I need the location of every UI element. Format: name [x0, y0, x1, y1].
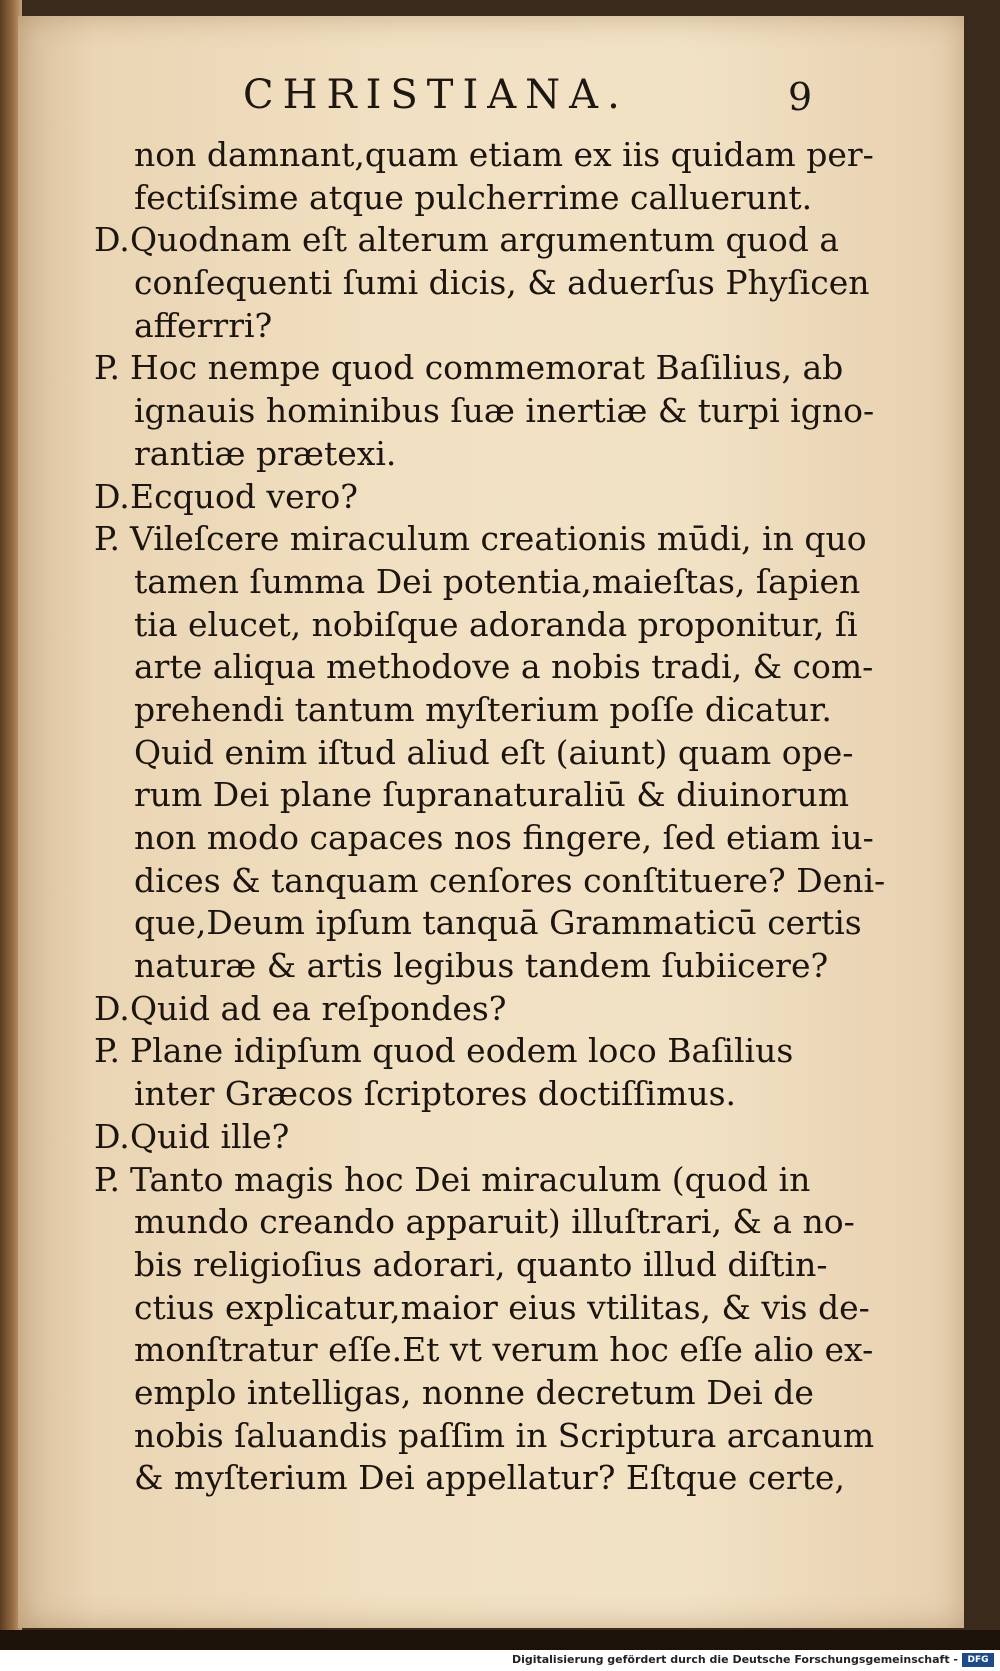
- line-text: ctius explicatur,maior eius vtilitas, & vis de-: [134, 1287, 870, 1327]
- line-text: non damnant,quam etiam ex iis quidam per-: [134, 135, 874, 174]
- text-line: [18, 945, 964, 988]
- text-line: [18, 774, 964, 817]
- line-text: inter Græcos ſcriptores doctiſſimus.: [134, 1074, 737, 1114]
- line-text: prehendi tantum myſterium poſſe dicatur.: [134, 689, 832, 729]
- line-text: nobis ſaluandis paſſim in Scriptura arcanum: [134, 1415, 875, 1455]
- text-line: [18, 134, 964, 177]
- speaker-marker: D.: [94, 988, 130, 1028]
- text-line: [18, 433, 964, 476]
- text-line: [18, 219, 964, 262]
- line-text: tamen ſumma Dei potentia,maieſtas, ſapien: [134, 561, 861, 601]
- line-text: naturæ & artis legibus tandem ſubiicere?: [134, 946, 829, 986]
- line-text: afferrri?: [134, 305, 273, 345]
- line-text: tia elucet, nobiſque adoranda proponitur, ſi: [134, 604, 858, 644]
- line-text: monſtratur eſſe.Et vt verum hoc eſſe alio ex-: [134, 1330, 874, 1370]
- line-text: Quodnam eſt alterum argumentum quod a: [130, 220, 840, 260]
- speaker-marker: D.: [94, 220, 130, 260]
- line-text: ignauis hominibus ſuæ inertiæ & turpi igno-: [134, 391, 875, 431]
- line-text: Quid ad ea reſpondes?: [130, 988, 507, 1028]
- text-line: [18, 1372, 964, 1415]
- page-header: [18, 70, 964, 120]
- page-number: 9: [788, 75, 813, 119]
- footer-credit: Digitalisierung gefördert durch die Deutsche Forschungsgemeinschaft -: [511, 1653, 958, 1666]
- speaker-marker: P.: [94, 519, 121, 559]
- book-page: [18, 16, 964, 1628]
- text-line: [18, 1201, 964, 1244]
- line-text: fectiſsime atque pulcherrime calluerunt.: [134, 177, 813, 217]
- speaker-marker: P.: [94, 1159, 121, 1199]
- text-line: [18, 1030, 964, 1073]
- line-text: emplo intelligas, nonne decretum Dei de: [134, 1372, 814, 1412]
- line-text: Tanto magis hoc Dei miraculum (quod in: [130, 1159, 811, 1199]
- line-text: que,Deum ipſum tanquā Grammaticū certis: [134, 903, 862, 943]
- text-line: [18, 1457, 964, 1500]
- line-text: arte aliqua methodove a nobis tradi, & com-: [134, 647, 874, 687]
- text-line: [18, 177, 964, 220]
- line-text: Quid enim iſtud aliud eſt (aiunt) quam ope-: [134, 732, 854, 772]
- text-line: [18, 988, 964, 1031]
- text-block: [18, 134, 964, 1500]
- text-line: [18, 1329, 964, 1372]
- line-text: mundo creando apparuit) illuſtrari, & a no-: [134, 1202, 855, 1242]
- text-line: [18, 390, 964, 433]
- speaker-marker: P.: [94, 348, 121, 388]
- text-line: [18, 689, 964, 732]
- text-line: [18, 1073, 964, 1116]
- speaker-marker: P.: [94, 1031, 121, 1071]
- text-line: [18, 1415, 964, 1458]
- speaker-marker: D.: [94, 476, 130, 516]
- line-text: dices & tanquam cenſores conſtituere? Deni-: [134, 860, 886, 900]
- text-line: [18, 1244, 964, 1287]
- text-line: [18, 476, 964, 519]
- line-text: Quid ille?: [130, 1116, 290, 1156]
- line-text: Ecquod vero?: [130, 476, 358, 516]
- line-text: Plane idipſum quod eodem loco Baſilius: [130, 1031, 794, 1071]
- running-head: CHRISTIANA.: [243, 72, 629, 118]
- text-line: [18, 1159, 964, 1202]
- text-line: [18, 732, 964, 775]
- text-line: [18, 518, 964, 561]
- line-text: & myſterium Dei appellatur? Eſtque certe,: [134, 1458, 845, 1498]
- text-line: [18, 347, 964, 390]
- text-line: [18, 817, 964, 860]
- line-text: rum Dei plane ſupranaturaliū & diuinorum: [134, 775, 850, 815]
- bottom-shadow: [0, 1630, 1000, 1650]
- text-line: [18, 262, 964, 305]
- line-text: bis religioſius adorari, quanto illud diſtin-: [134, 1244, 828, 1284]
- line-text: Hoc nempe quod commemorat Baſilius, ab: [130, 348, 844, 388]
- text-line: [18, 1116, 964, 1159]
- text-line: [18, 902, 964, 945]
- line-text: Vileſcere miraculum creationis mūdi, in quo: [130, 519, 867, 559]
- line-text: rantiæ prætexi.: [134, 433, 397, 473]
- footer: [0, 1650, 1000, 1671]
- text-line: [18, 604, 964, 647]
- speaker-marker: D.: [94, 1116, 130, 1156]
- text-line: [18, 561, 964, 604]
- line-text: non modo capaces nos fingere, ſed etiam iu-: [134, 818, 874, 857]
- text-line: [18, 1287, 964, 1330]
- dfg-logo: DFG: [962, 1653, 994, 1667]
- text-line: [18, 646, 964, 689]
- line-text: conſequenti ſumi dicis, & aduerſus Phyſicen: [134, 263, 870, 303]
- text-line: [18, 860, 964, 903]
- text-line: [18, 305, 964, 348]
